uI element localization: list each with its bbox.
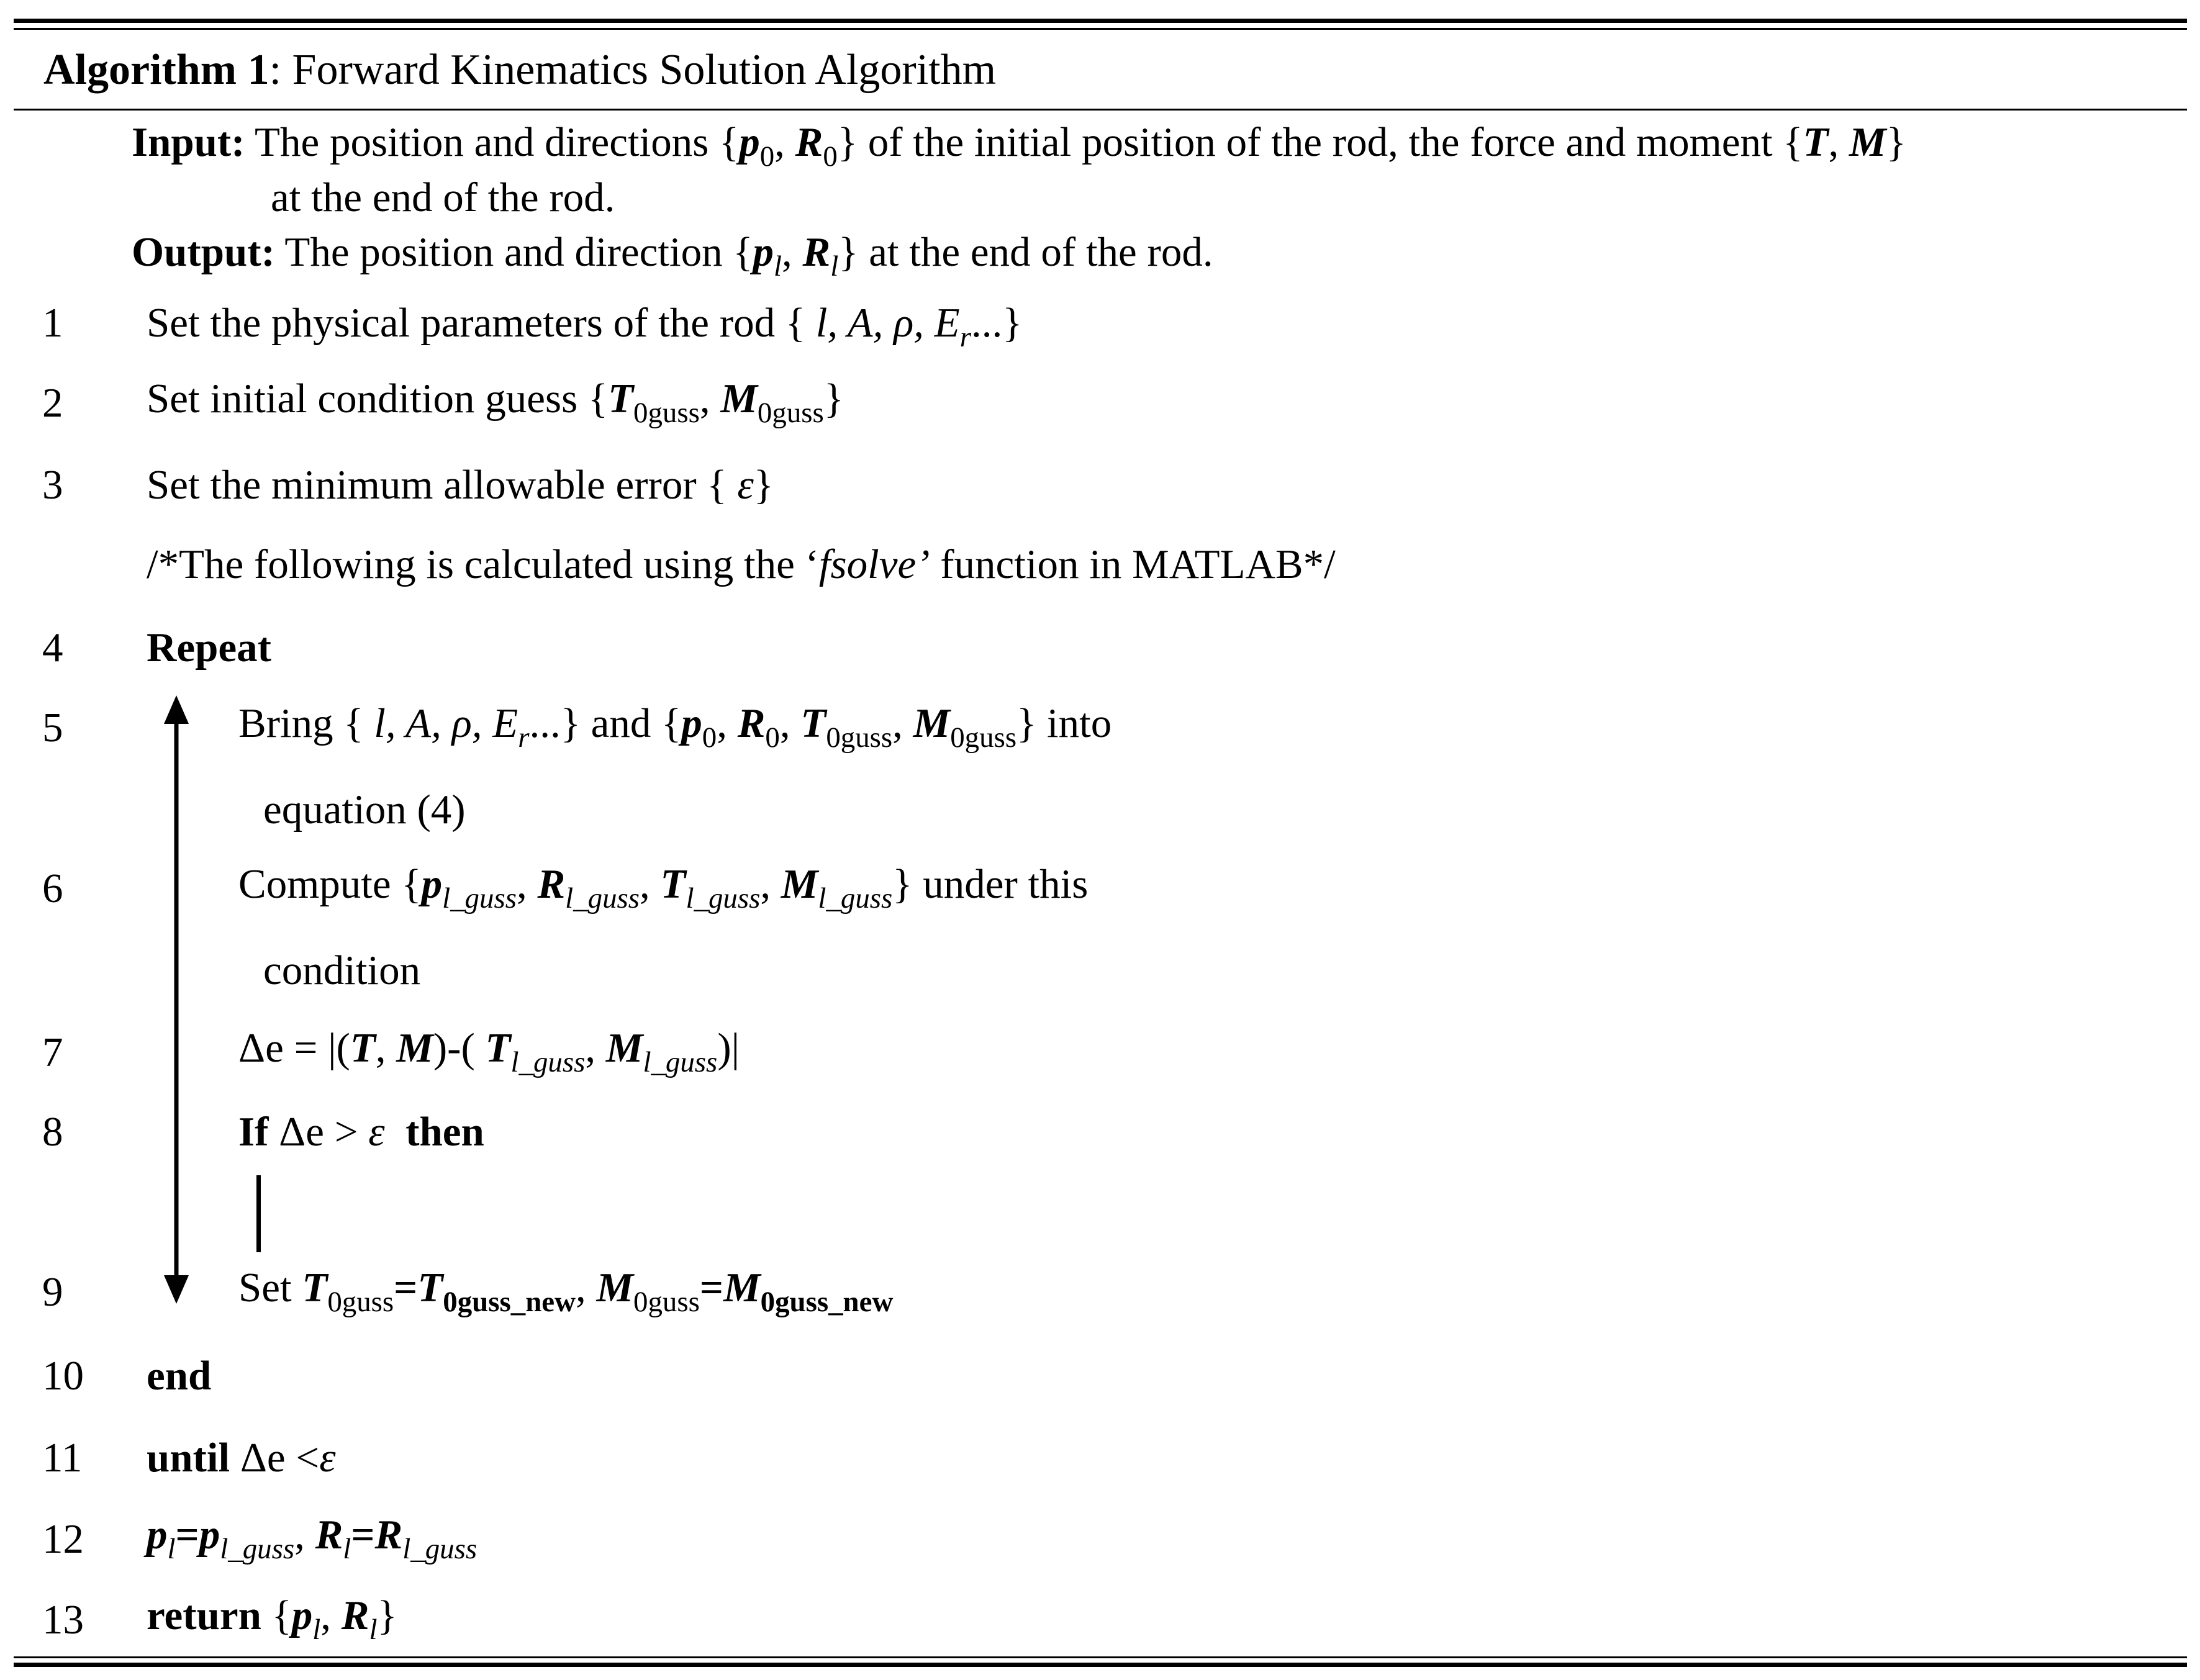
step-6: Compute {$p_{l\_guss}$, $R_{l\_guss}$, $T_{l\_guss}$, $M_{l\_guss}$} under this [238, 861, 1089, 915]
line-number: 11 [42, 1435, 83, 1481]
line-number: 2 [42, 380, 63, 426]
input-label: Input: [132, 119, 245, 165]
line-number: 3 [42, 462, 63, 508]
input-line: Input: The position and directions {$p_0$, $R_0$} of the initial position of the rod, the force and moment {T, M} [132, 119, 1906, 173]
line-number: 5 [42, 705, 63, 751]
step-3: Set the minimum allowable error { ε} [147, 462, 774, 508]
line-number: 8 [42, 1109, 63, 1155]
algorithm-header: Algorithm 1: Forward Kinematics Solution Algorithm [43, 46, 997, 94]
line-number: 9 [42, 1269, 63, 1315]
step-13: return {$p_l$, $R_l$} [147, 1592, 397, 1646]
line-number: 1 [42, 300, 63, 346]
bottom-rule-thin [14, 1656, 2187, 1658]
algorithm-title: Forward Kinematics Solution Algorithm [292, 46, 997, 94]
step-2: Set initial condition guess {$T_{0guss}$, $M_{0guss}$} [147, 376, 844, 430]
line-number: 4 [42, 625, 63, 671]
line-number: 13 [42, 1597, 84, 1643]
output-line: Output: The position and direction {$p_l$, $R_l$} at the end of the rod. [132, 229, 1213, 283]
if-branch-bar [256, 1175, 261, 1252]
loop-arrow-icon [156, 695, 196, 1304]
line-number: 12 [42, 1516, 84, 1562]
algorithm-label: Algorithm 1 [43, 46, 269, 94]
header-rule [14, 109, 2187, 111]
repeat-keyword: Repeat [147, 625, 271, 671]
line-number: 6 [42, 865, 63, 911]
step-7: Δe = |(T, M)-( $T_{l\_guss}$, $M_{l\_guss})|$ [238, 1025, 740, 1079]
step-5: Bring { l, A, ρ, $E_r$...} and {$p_0$, $R_0$, $T_{0guss}$, $M_{0guss}$} into [238, 700, 1112, 754]
output-label: Output: [132, 229, 275, 275]
top-rule-thick [14, 19, 2187, 23]
line-number: 10 [42, 1353, 84, 1399]
step-11: until Δe <ε [147, 1435, 336, 1481]
end-keyword: end [147, 1353, 212, 1399]
step-12: $p_l=p_{l\_guss}$, $R_l=R_{l\_guss}$ [147, 1512, 478, 1566]
step-9: Set $T_{0guss}=T_{0guss\_new}$, $M_{0guss}=M_{0guss\_new}$ [238, 1265, 894, 1319]
input-line-2: at the end of the rod. [271, 174, 615, 220]
step-5-line-2: equation (4) [263, 787, 466, 833]
step-1: Set the physical parameters of the rod { l, A, ρ, $E_r$...} [147, 300, 1023, 354]
bottom-rule-thick [14, 1663, 2187, 1667]
comment-line: /*The following is calculated using the ‘fsolve’ function in MATLAB*/ [147, 541, 1336, 587]
top-rule-thin [14, 28, 2187, 30]
line-number: 7 [42, 1029, 63, 1075]
step-8: If Δe > ε then [238, 1109, 484, 1155]
step-6-line-2: condition [263, 947, 421, 993]
